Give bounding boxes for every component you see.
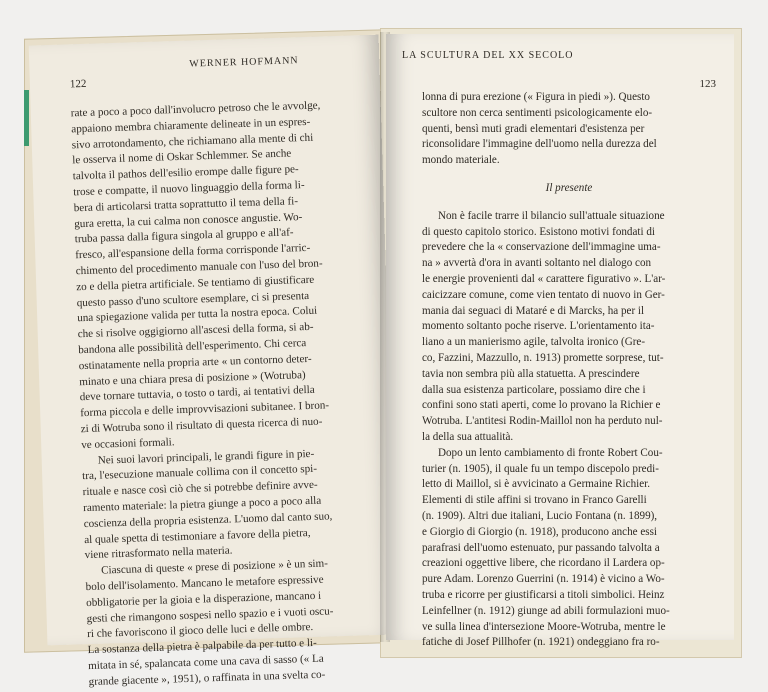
running-header-right: LA SCULTURA DEL XX SECOLO — [402, 50, 574, 61]
text-line: mitata in sé, spalancata come una cava di sasso (« La — [87, 652, 324, 672]
text-line: dalla sua esistenza particolare, possiamo dire che i — [422, 383, 646, 396]
text-line: Elementi di stile affini si trovano in Franco Garelli — [422, 494, 647, 507]
text-line: riconsolidare l'immagine dell'uomo nella durezza del — [422, 138, 657, 151]
text-line: Dopo un lento cambiamento di fronte Robert Cou- — [438, 446, 663, 459]
text-line: pure Adam. Lorenzo Guerrini (n. 1914) è vicino a Wo- — [422, 573, 665, 586]
text-line: ostinatamente nella propria arte « un contorno deter- — [78, 352, 312, 372]
text-line: confini sono stati aperti, come lo provano la Richier e — [422, 399, 661, 412]
text-line: appaiono membra chiaramente delineate in un espres- — [71, 115, 311, 136]
page-number-right: 123 — [699, 78, 716, 90]
text-line: la della sua attualità. — [422, 430, 514, 443]
text-line: creazioni oggettive libere, che ricordano il Lardera op- — [422, 557, 665, 570]
text-line: La sostanza della pietra è palpabile da per tutto e li- — [87, 636, 317, 657]
text-line: deve tornare tuttavia, o tosto o tardi, ai tentativi della — [79, 384, 315, 404]
left-page — [29, 35, 398, 688]
text-line: bandona alle possibilità dell'esperimento. Chi cerca — [78, 337, 307, 357]
text-line: parafrasi dell'uomo estenuato, pur passando talvolta a — [422, 541, 660, 554]
text-line: co, Fazzini, Mazzullo, n. 1913) promette sorprese, tut- — [422, 351, 664, 364]
text-line: una spiegazione valida per tutta la nostra epoca. Colui — [77, 305, 318, 325]
text-line: tra, l'esecuzione manuale collima con il concetto spi- — [82, 463, 318, 483]
text-line: scultore non cerca sentimenti psicologicamente elo- — [422, 106, 653, 119]
text-line: mondo materiale. — [422, 154, 500, 167]
text-line: prevedere che la « conservazione dell'immagine uma- — [422, 241, 661, 254]
text-line: le energie provenienti dal « carattere figurativo ». L'ar- — [422, 272, 666, 285]
text-line: zi di Wotruba sono il risultato di questa ricerca di nuo- — [80, 415, 323, 436]
text-line: di questo capitolo storico. Esistono motivi fondati di — [422, 225, 655, 238]
page-number-left: 122 — [69, 77, 87, 91]
text-line: ramento materiale: la pietra giunge a poco a poco alla — [83, 494, 322, 515]
text-line: rate a poco a poco dall'involucro petroso che le avvolge, — [70, 99, 321, 120]
text-line: Non è facile trarre il bilancio sull'attuale situazione — [438, 209, 665, 222]
text-line: bolo dell'isolamento. Mancano le metafore espressive — [85, 573, 324, 594]
text-line: bera di articolarsi tratta soprattutto il tema della fi- — [73, 195, 299, 215]
text-line: liano a un manierismo agile, talvolta ironico (Gre- — [422, 336, 646, 349]
text-line: Nei suoi lavori principali, le grandi figure in pie- — [97, 447, 315, 467]
text-line: ve occasioni formali. — [81, 435, 175, 451]
text-line: obbligatorie per la gioia e la disperazione, mancano i — [86, 589, 322, 609]
text-line: lonna di pura erezione (« Figura in piedi »). Questo — [422, 91, 650, 103]
text-line: chimento del procedimento manuale con l'uso del bron- — [75, 257, 323, 278]
text-line: talvolta il pathos dell'esilio erompe dalle figure pe- — [72, 163, 299, 183]
text-line: truba e ricorre per giustificarsi a titoli simbolici. Heinz — [422, 588, 665, 601]
text-line: coscienza della propria esistenza. L'uomo dal canto suo, — [83, 510, 333, 530]
text-line: fresco, all'espansione della forma corrisponde l'arric- — [75, 242, 311, 262]
text-line: viene ritrasformato nella materia. — [84, 544, 233, 562]
text-line: turier (n. 1905), il quale fu un tempo discepolo predi- — [422, 462, 659, 475]
text-line: trose e compatte, il nuovo linguaggio della forma li- — [73, 179, 305, 199]
text-line: (n. 1909). Altri due italiani, Lucio Fontana (n. 1899), — [422, 509, 658, 522]
running-header-left: WERNER HOFMANN — [189, 55, 299, 70]
text-line: fatiche di Josef Pillhofer (n. 1921) ondeggiano fra ro- — [422, 636, 660, 649]
text-line: tavia non sembra più alla statuetta. A prescindere — [422, 367, 640, 380]
text-line: mania dai seguaci di Mataré e di Marcks, ha per il — [422, 304, 645, 317]
text-line: na » avvertà d'ora in avanti soltanto nel dialogo con — [422, 257, 652, 270]
right-page — [386, 34, 734, 649]
right-page-text — [422, 90, 716, 651]
text-line: grande giacente », 1951), o raffinata in una svelta co- — [88, 668, 326, 688]
text-line: al quale spetta di testimoniare a favore della pietra, — [84, 526, 311, 546]
text-line: Ciascuna di queste « prese di posizione » è un sim- — [101, 557, 329, 577]
text-line: zo e della pietra artificiale. Se tentiamo di giustificare — [76, 273, 315, 294]
text-line: caicizzare comune, come vien tentato di nuovo in Ger- — [422, 288, 665, 301]
text-line: minato e una chiara presa di posizione » (Wotruba) — [79, 368, 306, 388]
text-line: ve sulla linea d'intersezione Moore-Wotruba, mentre le — [422, 620, 666, 633]
text-line: e Giorgio di Giorgio (n. 1918), producono anche essi — [422, 525, 657, 538]
text-line: quenti, bensì muti gradi elementari d'esistenza per — [422, 122, 645, 135]
text-line: ri che favoriscono il gioco delle luci e delle ombre. — [86, 621, 314, 641]
text-line: rituale e nasce così ciò che si potrebbe definire avve- — [82, 478, 318, 499]
text-line: gura eretta, la cui calma non conosce angustie. Wo- — [74, 210, 303, 230]
text-line: che si risolve oggigiorno all'ascesi della forma, si ab- — [77, 320, 314, 341]
open-book — [24, 22, 742, 688]
section-heading: Il presente — [545, 181, 593, 194]
text-line: Wotruba. L'antitesi Rodin-Maillol non ha perduto nul- — [422, 415, 663, 428]
text-line: momento soltanto poche riserve. L'orientamento ita- — [422, 320, 655, 333]
text-line: truba passa dalla figura singola al gruppo e all'af- — [74, 226, 294, 246]
text-line: Leinfellner (n. 1912) giunge ad abili formulazioni muo- — [422, 604, 670, 617]
text-line: forma piccola e delle improvvisazioni subitanee. I bron- — [80, 399, 330, 420]
text-line: questo passo d'uno scultore esemplare, ci si presenta — [76, 289, 310, 309]
bookmark-tab — [24, 90, 29, 146]
left-page-text — [71, 97, 383, 690]
text-line: le osserva il nome di Oskar Schlemmer. Se anche — [72, 147, 292, 167]
text-line: gesti che rimangono sospesi nello spazio e i vuoti oscu- — [86, 604, 334, 625]
text-line: letto di Maillol, si è avvicinato a Germaine Richier. — [422, 478, 650, 491]
text-line: sivo arrotondamento, che richiamano alla mente di chi — [71, 131, 314, 151]
